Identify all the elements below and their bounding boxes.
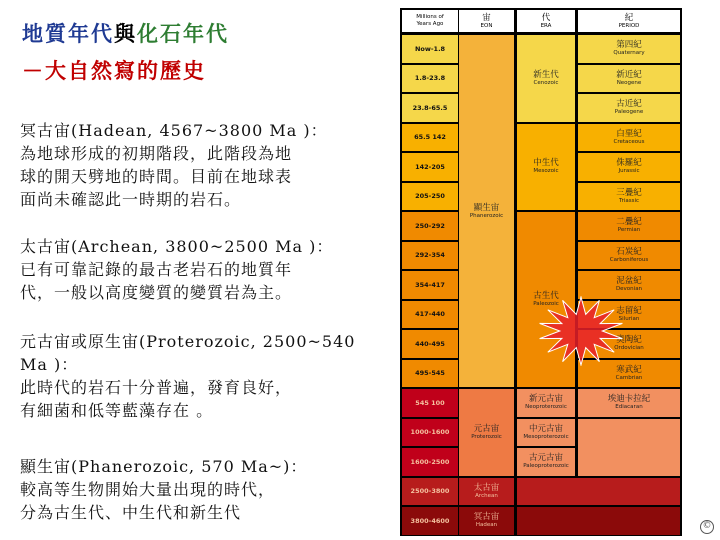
paragraph-line: 較高等生物開始大量出現的時代， <box>20 480 276 499</box>
header-eon-en: EON <box>480 22 493 29</box>
era-cell <box>517 35 575 122</box>
eon-cell <box>459 478 514 506</box>
myr-label: Now-1.8 <box>414 44 446 53</box>
period-cell <box>578 183 680 211</box>
myr-label: 2500-3800 <box>410 487 450 496</box>
myr-cell <box>402 94 458 122</box>
paragraph-line: 為地球形成的初期階段，此階段為地 <box>20 144 293 163</box>
era-name: 中元古宙 <box>528 423 563 434</box>
myr-cell <box>402 301 458 329</box>
header-myr-line: Years Ago <box>416 21 444 27</box>
era-name-en: Cenozoic <box>533 79 559 86</box>
myr-cell <box>402 183 458 211</box>
paragraph-line: 冥古宙(Hadean, 4567~3800 Ma )： <box>20 121 328 140</box>
myr-label: 440-495 <box>415 339 445 348</box>
period-name-en: Cambrian <box>615 374 643 381</box>
myr-label: 205-250 <box>415 192 445 201</box>
title-line-2: －大自然寫的歷史 <box>22 58 206 83</box>
period-name: 寒武紀 <box>616 364 642 375</box>
title-line-1 <box>22 18 229 48</box>
header-eon <box>459 10 514 32</box>
eon-cell <box>459 35 514 387</box>
explosion-burst-icon <box>536 296 626 366</box>
myr-label: 23.8-65.5 <box>412 103 448 112</box>
myr-label: 417-440 <box>415 310 445 319</box>
myr-cell <box>402 330 458 358</box>
paragraph-line: 球的開天劈地的時間。目前在地球表 <box>20 167 293 186</box>
myr-label: 292-354 <box>415 251 445 260</box>
paragraph-phanerozoic <box>20 455 360 524</box>
myr-cell <box>402 478 458 506</box>
era-cell <box>517 389 575 417</box>
paragraph-archean <box>20 235 360 304</box>
eon-name: 元古宙 <box>473 423 500 434</box>
eon-name-en: Proterozoic <box>471 433 502 440</box>
eon-name-en: Phanerozoic <box>469 212 504 219</box>
title-part-fossil-age: 化石年代 <box>137 21 229 46</box>
myr-label: 65.5 142 <box>414 133 446 142</box>
period-cell <box>578 124 680 152</box>
period-name: 石炭紀 <box>616 246 642 257</box>
period-name: 三疊紀 <box>616 187 642 198</box>
title-part-geologic-age: 地質年代 <box>22 21 114 46</box>
period-name: 白堊紀 <box>616 128 642 139</box>
myr-label: 1000-1600 <box>410 428 450 437</box>
myr-cell <box>402 271 458 299</box>
myr-label: 142-205 <box>415 162 445 171</box>
period-name-en: Carboniferous <box>609 256 649 263</box>
myr-label: 3800-4600 <box>410 516 450 525</box>
header-myr-line: Millions of <box>416 14 444 20</box>
period-name-en: Triassic <box>619 197 639 204</box>
paragraph-line: 顯生宙(Phanerozoic, 570 Ma~)： <box>20 457 308 476</box>
myr-cell <box>402 242 458 270</box>
paragraph-line: 此時代的岩石十分普遍，發育良好， <box>20 378 293 397</box>
myr-cell <box>402 448 458 476</box>
period-name-en: Quaternary <box>613 50 645 57</box>
header-myr <box>402 10 458 32</box>
paragraph-line: 面尚未確認此一時期的岩石。 <box>20 190 242 209</box>
header-era-zh: 代 <box>541 12 551 23</box>
period-name-en: Cretaceous <box>613 138 645 145</box>
period-name-en: Neogene <box>616 79 642 86</box>
paragraph-proterozoic <box>20 330 360 422</box>
period-name: 古近紀 <box>616 99 642 110</box>
period-name: 第四紀 <box>616 40 642 51</box>
era-cell <box>517 448 575 476</box>
period-cell <box>578 271 680 299</box>
geologic-time-table <box>400 8 682 536</box>
paragraph-line: 已有可靠記錄的最古老岩石的地質年 <box>20 260 293 279</box>
eon-name: 太古宙 <box>473 482 500 493</box>
period-cell <box>578 35 680 63</box>
era-name: 新元古宙 <box>528 394 563 405</box>
period-name-en: Jurassic <box>618 168 640 175</box>
period-cell <box>578 242 680 270</box>
header-period-zh: 紀 <box>624 12 634 23</box>
period-name-en: Ediacaran <box>615 404 643 411</box>
era-cell <box>517 124 575 211</box>
eon-cell <box>459 507 514 535</box>
period-cell <box>578 65 680 93</box>
era-cell <box>517 419 575 447</box>
period-cell <box>578 212 680 240</box>
era-name-en: Neoproterozoic <box>525 404 567 411</box>
copyright-icon: © <box>700 520 714 534</box>
paragraph-line: 分為古生代、中生代和新生代 <box>20 503 242 522</box>
title-part-and: 與 <box>114 21 137 46</box>
era-cell-archean-blank <box>517 478 680 506</box>
period-name: 泥盆紀 <box>616 276 642 287</box>
period-cell-proterozoic-blank <box>578 419 680 476</box>
period-cell <box>578 153 680 181</box>
myr-label: 250-292 <box>415 221 445 230</box>
myr-cell <box>402 507 458 535</box>
header-eon-zh: 宙 <box>482 12 491 23</box>
myr-cell <box>402 153 458 181</box>
myr-label: 545 100 <box>415 398 445 407</box>
period-name: 新近紀 <box>616 69 642 80</box>
myr-cell <box>402 35 458 63</box>
period-name-en: Ordovician <box>614 345 644 352</box>
period-name: 埃迪卡拉紀 <box>607 394 651 405</box>
period-name-en: Paleogene <box>614 109 644 116</box>
myr-cell <box>402 389 458 417</box>
paragraph-line: 元古宙或原生宙(Proterozoic, 2500~540 <box>20 332 356 351</box>
period-cell <box>578 94 680 122</box>
eon-name-en: Archean <box>475 492 498 499</box>
paragraph-line: 太古宙(Archean, 3800~2500 Ma )： <box>20 237 334 256</box>
myr-label: 1600-2500 <box>410 457 450 466</box>
myr-label: 495-545 <box>415 369 445 378</box>
period-name-en: Permian <box>617 227 641 234</box>
myr-cell <box>402 360 458 388</box>
era-name-en: Mesozoic <box>533 168 559 175</box>
era-cell-hadean-blank <box>517 507 680 535</box>
era-name: 古生代 <box>533 291 559 301</box>
era-name: 中生代 <box>533 158 559 169</box>
era-name-en: Mesoproterozoic <box>523 433 569 440</box>
eon-cell <box>459 389 514 476</box>
period-cell <box>578 389 680 417</box>
era-name: 新生代 <box>533 69 559 80</box>
paragraph-line: 代，一般以高度變質的變質岩為主。 <box>20 283 293 302</box>
myr-cell <box>402 65 458 93</box>
period-name: 侏羅紀 <box>616 158 642 169</box>
era-name-en: Paleoproterozoic <box>523 463 569 470</box>
header-period-en: PERIOD <box>618 22 640 29</box>
header-era-en: ERA <box>540 22 552 29</box>
myr-cell <box>402 124 458 152</box>
period-name: 二疊紀 <box>616 217 642 228</box>
period-name: 奧陶紀 <box>616 335 642 346</box>
eon-name-en: Hadean <box>475 522 498 529</box>
eon-name: 顯生宙 <box>473 202 500 213</box>
paragraph-line: 有細菌和低等藍藻存在 。 <box>20 401 214 420</box>
era-name-en: Paleozoic <box>533 301 559 307</box>
period-name: 志留紀 <box>616 305 642 316</box>
myr-cell <box>402 419 458 447</box>
paragraph-hadean <box>20 119 360 211</box>
era-name: 古元古宙 <box>528 453 563 464</box>
myr-cell <box>402 212 458 240</box>
myr-label: 354-417 <box>415 280 445 289</box>
header-period <box>578 10 680 32</box>
period-name-en: Devonian <box>615 286 643 293</box>
period-name-en: Silurian <box>618 315 640 322</box>
paragraph-line: Ma )： <box>20 355 79 374</box>
header-era <box>517 10 575 32</box>
eon-name: 冥古宙 <box>473 512 500 523</box>
myr-label: 1.8-23.8 <box>414 74 446 83</box>
